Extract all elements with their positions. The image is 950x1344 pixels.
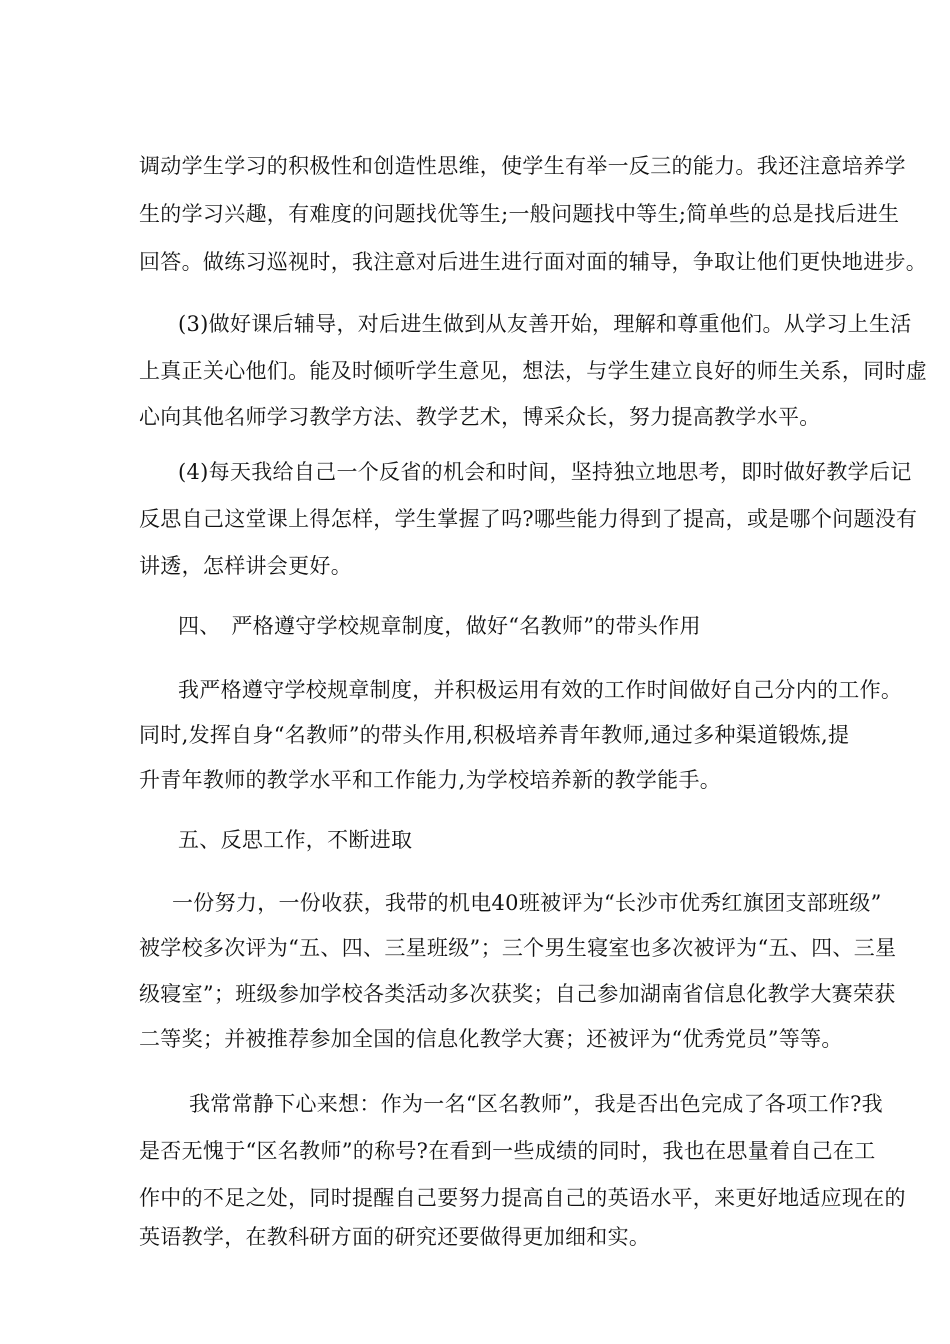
text-line: 被学校多次评为“五、四、三星班级”；三个男生寝室也多次被评为“五、四、三星 xyxy=(139,936,897,960)
text-line: 二等奖；并被推荐参加全国的信息化教学大赛；还被评为“优秀党员”等等。 xyxy=(139,1027,843,1051)
text-line: 生的学习兴趣，有难度的问题找优等生;一般问题找中等生;简单些的总是找后进生 xyxy=(139,202,900,226)
text-line: (4)每天我给自己一个反省的机会和时间，坚持独立地思考，即时做好教学后记 xyxy=(178,460,912,484)
section-heading: 四、 严格遵守学校规章制度，做好“名教师”的带头作用 xyxy=(178,614,701,638)
text-line: 升青年教师的教学水平和工作能力,为学校培养新的教学能手。 xyxy=(139,768,722,792)
text-line: 反思自己这堂课上得怎样，学生掌握了吗?哪些能力得到了提高，或是哪个问题没有 xyxy=(139,507,918,531)
text-line: 讲透，怎样讲会更好。 xyxy=(139,554,352,578)
text-line: 心向其他名师学习教学方法、教学艺术，博采众长，努力提高教学水平。 xyxy=(139,405,821,429)
text-line: 回答。做练习巡视时，我注意对后进生进行面对面的辅导，争取让他们更快地进步。 xyxy=(139,250,928,274)
text-line: (3)做好课后辅导，对后进生做到从友善开始，理解和尊重他们。从学习上生活 xyxy=(178,312,912,336)
text-line: 上真正关心他们。能及时倾听学生意见，想法，与学生建立良好的师生关系，同时虚 xyxy=(139,359,928,383)
text-line: 是否无愧于“区名教师”的称号?在看到一些成绩的同时，我也在思量着自己在工 xyxy=(139,1139,876,1163)
text-line: 级寝室”；班级参加学校各类活动多次获奖；自己参加湖南省信息化教学大赛荣获 xyxy=(139,982,896,1006)
text-line: 英语教学，在教科研方面的研究还要做得更加细和实。 xyxy=(139,1225,651,1249)
text-line: 调动学生学习的积极性和创造性思维，使学生有举一反三的能力。我还注意培养学 xyxy=(139,154,906,178)
text-line: 我严格遵守学校规章制度，并积极运用有效的工作时间做好自己分内的工作。 xyxy=(178,678,903,702)
text-line: 我常常静下心来想：作为一名“区名教师”，我是否出色完成了各项工作?我 xyxy=(189,1092,883,1116)
text-line: 同时,发挥自身“名教师”的带头作用,积极培养青年教师,通过多种渠道锻炼,提 xyxy=(139,723,850,747)
text-line: 一份努力，一份收获，我带的机电40班被评为“长沙市优秀红旗团支部班级” xyxy=(172,891,882,915)
section-heading: 五、反思工作，不断进取 xyxy=(178,828,413,852)
text-line: 作中的不足之处，同时提醒自己要努力提高自己的英语水平，来更好地适应现在的 xyxy=(139,1186,906,1210)
